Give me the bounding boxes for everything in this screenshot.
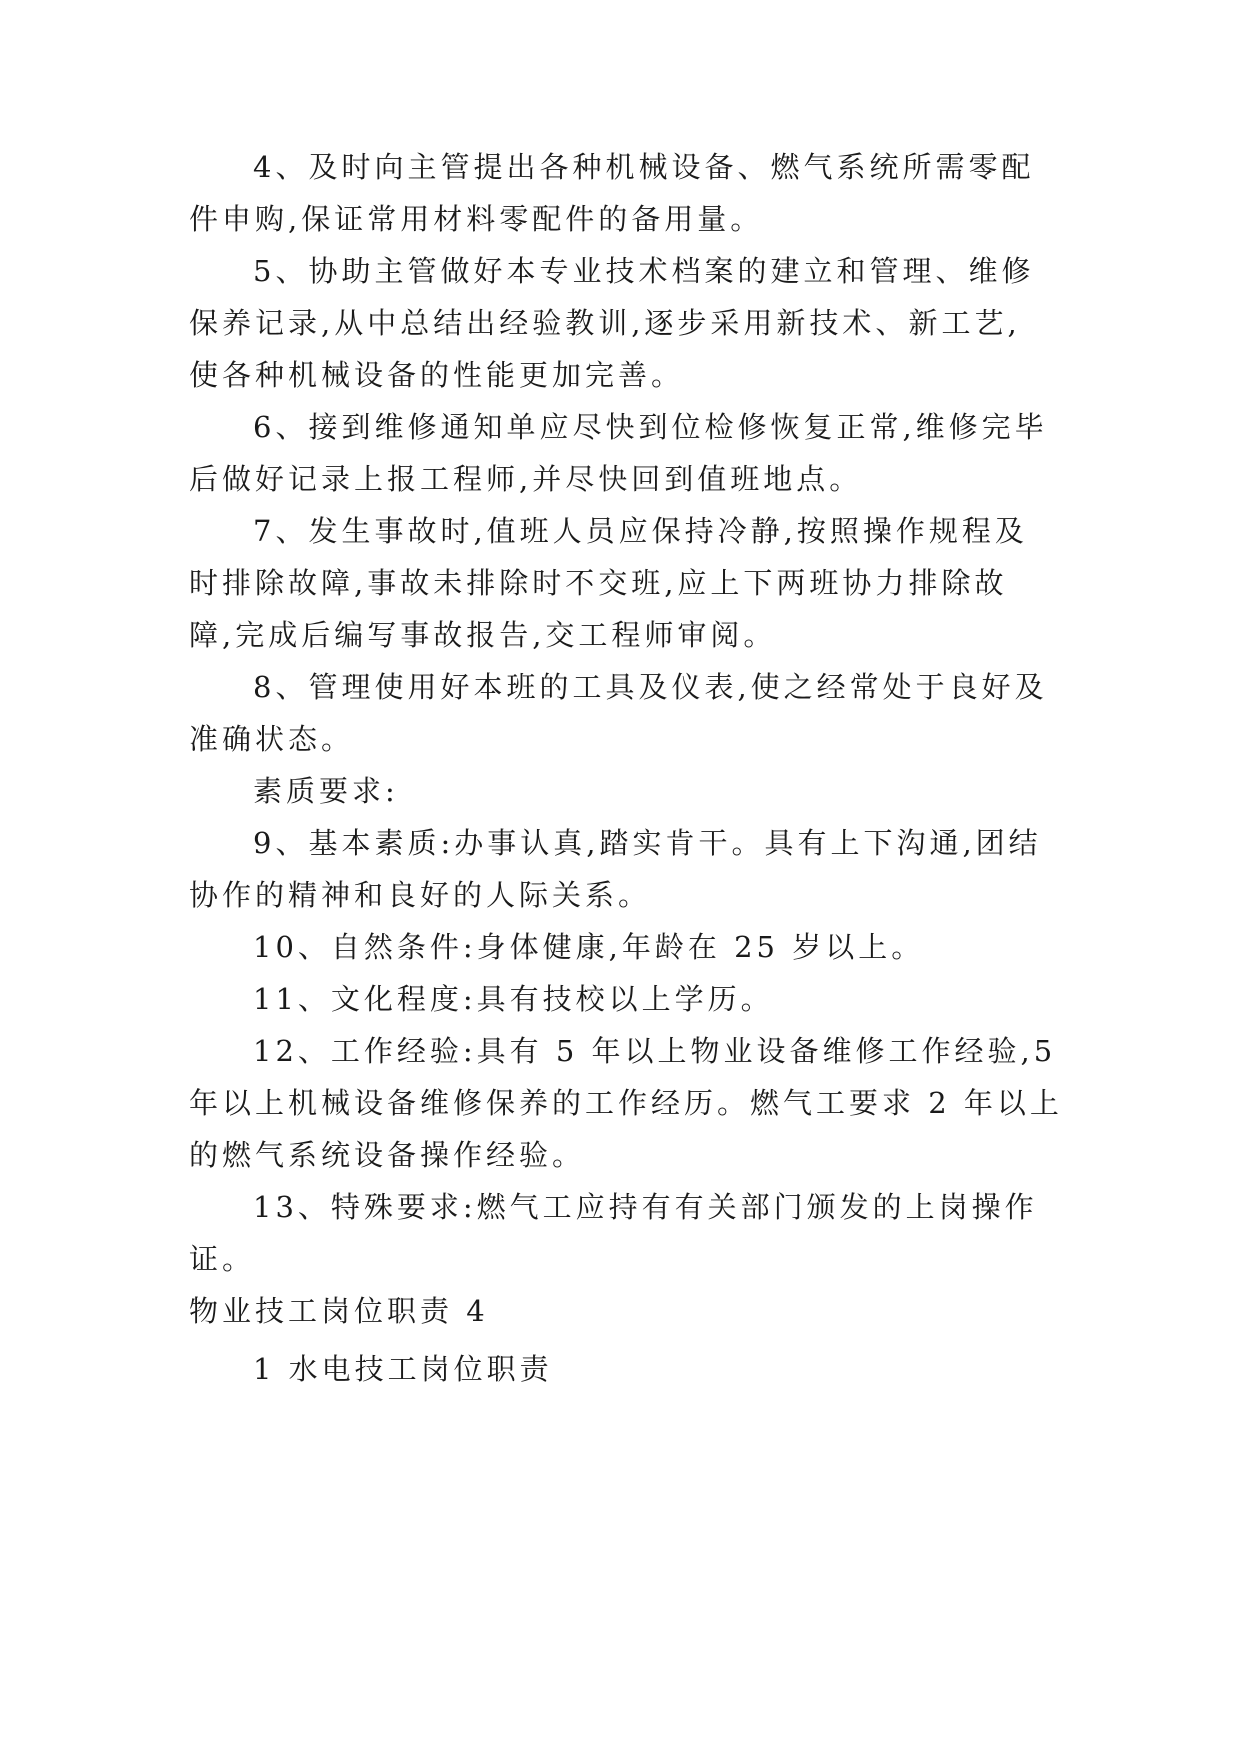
paragraph-5-line-1: 5、协助主管做好本专业技术档案的建立和管理、维修 xyxy=(253,254,1035,288)
paragraph-9-line-1: 9、基本素质:办事认真,踏实肯干。具有上下沟通,团结 xyxy=(253,826,1042,860)
paragraph-11: 11、文化程度:具有技校以上学历。 xyxy=(253,982,774,1016)
paragraph-7-line-3: 障,完成后编写事故报告,交工程师审阅。 xyxy=(189,618,777,652)
subsection-title: 1 水电技工岗位职责 xyxy=(253,1352,553,1386)
paragraph-7-line-1: 7、发生事故时,值班人员应保持冷静,按照操作规程及 xyxy=(253,514,1028,548)
paragraph-4-line-1: 4、及时向主管提出各种机械设备、燃气系统所需零配 xyxy=(253,150,1035,184)
paragraph-4-line-2: 件申购,保证常用材料零配件的备用量。 xyxy=(189,202,764,236)
paragraph-9-line-2: 协作的精神和良好的人际关系。 xyxy=(189,878,652,912)
paragraph-10: 10、自然条件:身体健康,年龄在 25 岁以上。 xyxy=(253,930,925,964)
paragraph-8-line-1: 8、管理使用好本班的工具及仪表,使之经常处于良好及 xyxy=(253,670,1048,704)
paragraph-6-line-1: 6、接到维修通知单应尽快到位检修恢复正常,维修完毕 xyxy=(253,410,1048,444)
paragraph-8-line-2: 准确状态。 xyxy=(189,722,355,756)
paragraph-12-line-3: 的燃气系统设备操作经验。 xyxy=(189,1138,586,1172)
paragraph-13-line-2: 证。 xyxy=(189,1242,256,1276)
paragraph-13-line-1: 13、特殊要求:燃气工应持有有关部门颁发的上岗操作 xyxy=(253,1190,1038,1224)
paragraph-5-line-3: 使各种机械设备的性能更加完善。 xyxy=(189,358,685,392)
section-title: 物业技工岗位职责 4 xyxy=(189,1294,489,1328)
paragraph-12-line-2: 年以上机械设备维修保养的工作经历。燃气工要求 2 年以上 xyxy=(189,1086,1063,1120)
paragraph-7-line-2: 时排除故障,事故未排除时不交班,应上下两班协力排除故 xyxy=(189,566,1008,600)
paragraph-5-line-2: 保养记录,从中总结出经验教训,逐步采用新技术、新工艺, xyxy=(189,306,1021,340)
paragraph-6-line-2: 后做好记录上报工程师,并尽快回到值班地点。 xyxy=(189,462,863,496)
paragraph-12-line-1: 12、工作经验:具有 5 年以上物业设备维修工作经验,5 xyxy=(253,1034,1057,1068)
section-heading-quality: 素质要求: xyxy=(253,774,399,808)
